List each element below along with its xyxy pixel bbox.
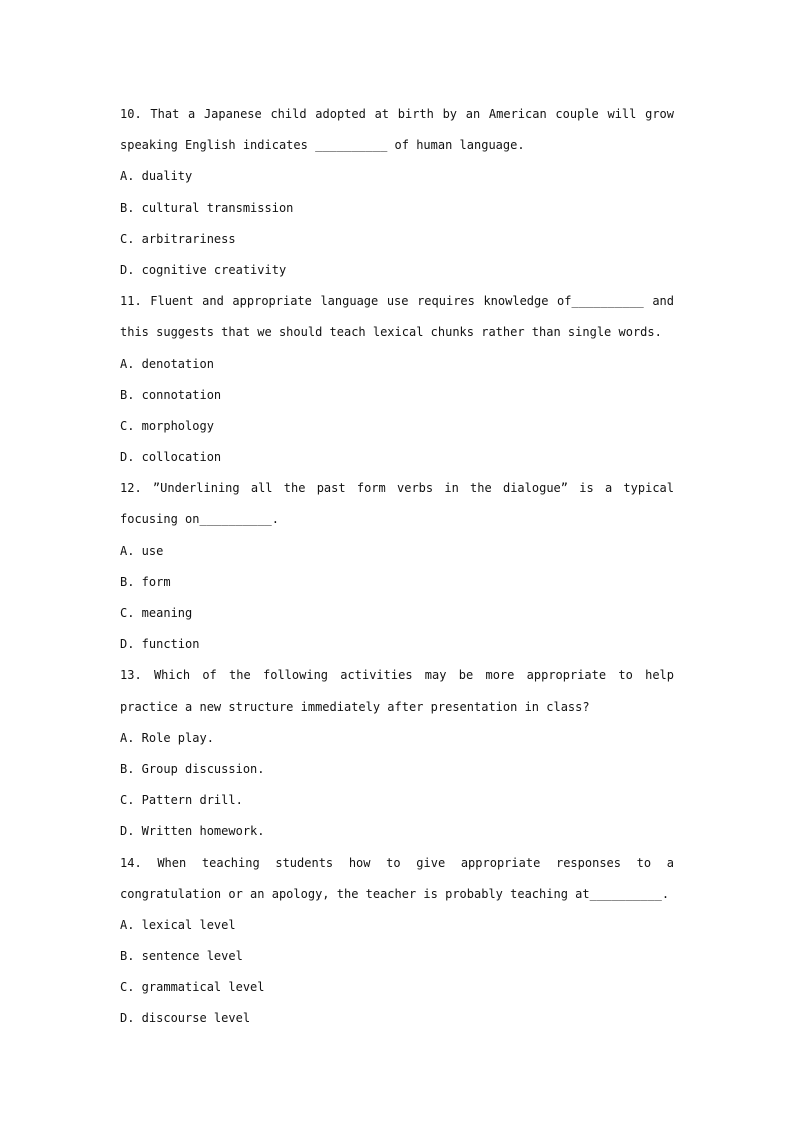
option-c: C. Pattern drill. — [120, 793, 243, 808]
question-stem-line: focusing on__________. — [120, 512, 279, 527]
question-stem-line: congratulation or an apology, the teacher is probably teaching at__________. — [120, 886, 670, 901]
question-stem-line: 10. That a Japanese child adopted at birth by an American couple will grow — [120, 107, 674, 121]
question-12 — [120, 473, 674, 660]
option-d: D. Written homework. — [120, 824, 265, 839]
option-b: B. form — [120, 574, 171, 589]
option-d: D. discourse level — [120, 1011, 251, 1026]
question-11 — [120, 286, 674, 473]
option-b: B. cultural transmission — [120, 200, 294, 215]
question-stem-line: 14. When teaching students how to give appropriate responses to a — [120, 855, 674, 870]
option-d: D. function — [120, 637, 200, 652]
question-10 — [120, 99, 674, 286]
option-c: C. morphology — [120, 418, 214, 433]
option-c: C. arbitrariness — [120, 231, 236, 246]
option-d: D. collocation — [120, 450, 222, 465]
option-d: D. cognitive creativity — [120, 262, 287, 277]
option-b: B. sentence level — [120, 949, 243, 964]
question-stem-line: 12. ”Underlining all the past form verbs in the dialogue” is a typical — [120, 481, 674, 496]
option-a: A. use — [120, 543, 164, 558]
option-a: A. lexical level — [120, 917, 236, 932]
question-13 — [120, 660, 674, 847]
option-c: C. grammatical level — [120, 980, 265, 995]
option-b: B. connotation — [120, 387, 222, 402]
question-stem-line: 11. Fluent and appropriate language use requires knowledge of__________ and — [120, 294, 674, 309]
option-a: A. denotation — [120, 356, 214, 371]
option-c: C. meaning — [120, 606, 193, 620]
option-b: B. Group discussion. — [120, 761, 265, 776]
question-14 — [120, 848, 674, 1035]
question-stem-line: 13. Which of the following activities may be more appropriate to help — [120, 668, 674, 683]
question-stem-line: this suggests that we should teach lexical chunks rather than single words. — [120, 325, 662, 340]
question-list — [120, 99, 674, 1035]
question-stem-line: practice a new structure immediately after presentation in class? — [120, 699, 590, 714]
question-stem-line: speaking English indicates __________ of human language. — [120, 138, 525, 153]
option-a: A. Role play. — [120, 730, 214, 745]
option-a: A. duality — [120, 169, 193, 184]
